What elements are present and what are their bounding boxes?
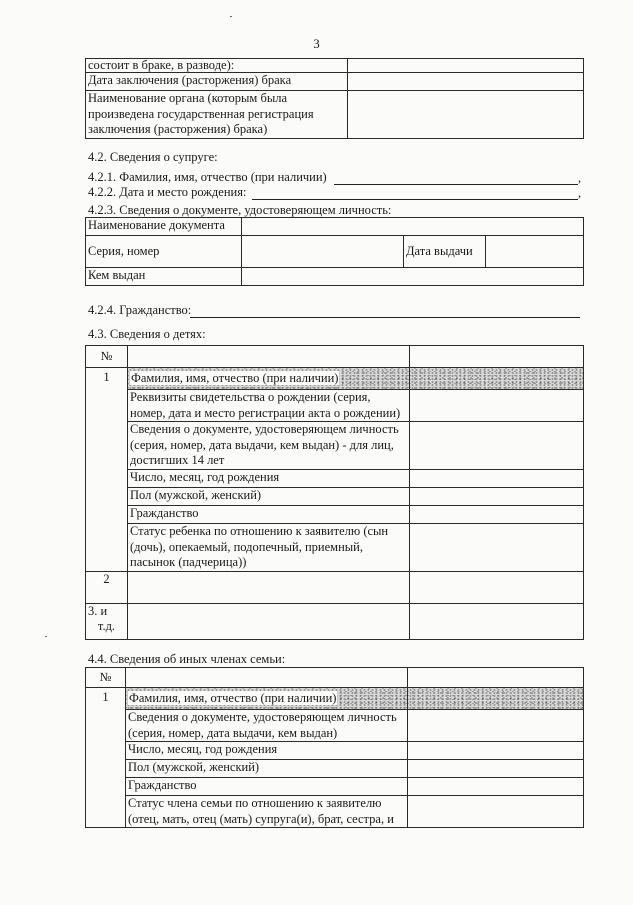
family-1-birthdate-value[interactable] [408,742,584,760]
marriage-status-value[interactable] [348,59,584,73]
spouse-birth-label: 4.2.2. Дата и место рождения: [88,185,247,199]
family-1-number: 1 [86,688,126,828]
family-1-sex-label: Пол (мужской, женский) [126,760,408,778]
family-num-header: № [86,668,126,688]
child-1-citizenship-label: Гражданство [128,506,410,524]
family-table [85,667,584,828]
family-1-citizenship-value[interactable] [408,778,584,796]
marriage-table [85,58,584,139]
child-1-status-label: Статус ребенка по отношению к заявителю (сын (дочь), опекаемый, подопечный, приемный, пасынок (падчерица)) [128,524,410,572]
child-1-fio-label: Фамилия, имя, отчество (при наличии) [131,370,339,385]
child-3-number-a: 3. и [88,604,108,618]
doc-name-value[interactable] [242,218,584,236]
family-1-birthdate-label: Число, месяц, год рождения [126,742,408,760]
family-heading: 4.4. Сведения об иных членах семьи: [88,652,286,666]
child-1-id-doc-label: Сведения о документе, удостоверяющем личность (серия, номер, дата выдачи, кем выдан) - для лиц, достигших 14 лет [128,422,410,470]
marriage-date-value[interactable] [348,73,584,91]
family-1-fio-value[interactable] [408,688,584,710]
page-number: 3 [313,36,320,51]
children-heading: 4.3. Сведения о детях: [88,327,206,341]
doc-issued-by-label: Кем выдан [86,268,242,286]
family-1-fio-cell [126,688,408,710]
doc-series-label: Серия, номер [86,236,242,268]
spouse-heading: 4.2. Сведения о супруге: [88,150,218,164]
child-1-fio-cell [128,368,410,390]
spouse-citizenship-label: 4.2.4. Гражданство: [88,303,192,317]
children-value-header [410,346,584,368]
child-1-birthdate-value[interactable] [410,470,584,488]
spouse-document-table [85,217,584,286]
child-1-fio-value[interactable] [410,368,584,390]
family-1-fio-label: Фамилия, имя, отчество (при наличии) [129,690,337,705]
child-1-id-doc-value[interactable] [410,422,584,470]
family-1-status-label: Статус члена семьи по отношению к заявителю (отец, мать, отец (мать) супруга(и), брат, сестра, и [126,796,408,828]
doc-issue-date-value[interactable] [486,236,584,268]
family-1-citizenship-label: Гражданство [126,778,408,796]
child-1-number: 1 [86,368,128,572]
family-1-id-doc-value[interactable] [408,710,584,742]
child-2-number: 2 [86,572,128,604]
spouse-fio-label: 4.2.1. Фамилия, имя, отчество (при наличии) [88,170,327,184]
family-1-sex-value[interactable] [408,760,584,778]
child-1-status-value[interactable] [410,524,584,572]
scan-speck [230,16,232,17]
spouse-fio-comma: , [578,171,582,185]
marriage-date-label: Дата заключения (расторжения) брака [86,73,348,91]
marriage-status-label: состоит в браке, в разводе): [86,59,348,73]
child-1-birth-cert-value[interactable] [410,390,584,422]
child-3-field[interactable] [128,604,410,640]
doc-issue-date-label: Дата выдачи [404,236,486,268]
child-3-value[interactable] [410,604,584,640]
children-field-header [128,346,410,368]
spouse-citizenship-line[interactable] [190,317,580,318]
child-1-birth-cert-label: Реквизиты свидетельства о рождении (серия, номер, дата и место регистрации акта о рождении) [128,390,410,422]
doc-series-value[interactable] [242,236,404,268]
child-3-number [86,604,128,640]
spouse-birth-comma: , [578,186,582,200]
spouse-birth-line[interactable] [252,199,578,200]
child-3-number-b: т.д. [97,619,116,633]
scan-speck [45,636,47,637]
child-1-sex-label: Пол (мужской, женский) [128,488,410,506]
family-1-status-value[interactable] [408,796,584,828]
children-table [85,345,584,640]
child-1-citizenship-value[interactable] [410,506,584,524]
family-field-header [126,668,408,688]
doc-issued-by-value[interactable] [242,268,584,286]
marriage-authority-label: Наименование органа (которым была произведена государственная регистрация заключения (расторжения) брака) [86,91,348,139]
child-1-sex-value[interactable] [410,488,584,506]
doc-name-label: Наименование документа [86,218,242,236]
child-2-value[interactable] [410,572,584,604]
spouse-document-heading: 4.2.3. Сведения о документе, удостоверяющем личность: [88,203,392,217]
child-1-birthdate-label: Число, месяц, год рождения [128,470,410,488]
children-num-header: № [86,346,128,368]
marriage-authority-value[interactable] [348,91,584,139]
family-1-id-doc-label: Сведения о документе, удостоверяющем личность (серия, номер, дата выдачи, кем выдан) [126,710,408,742]
child-2-field[interactable] [128,572,410,604]
family-value-header [408,668,584,688]
spouse-fio-line[interactable] [334,184,578,185]
